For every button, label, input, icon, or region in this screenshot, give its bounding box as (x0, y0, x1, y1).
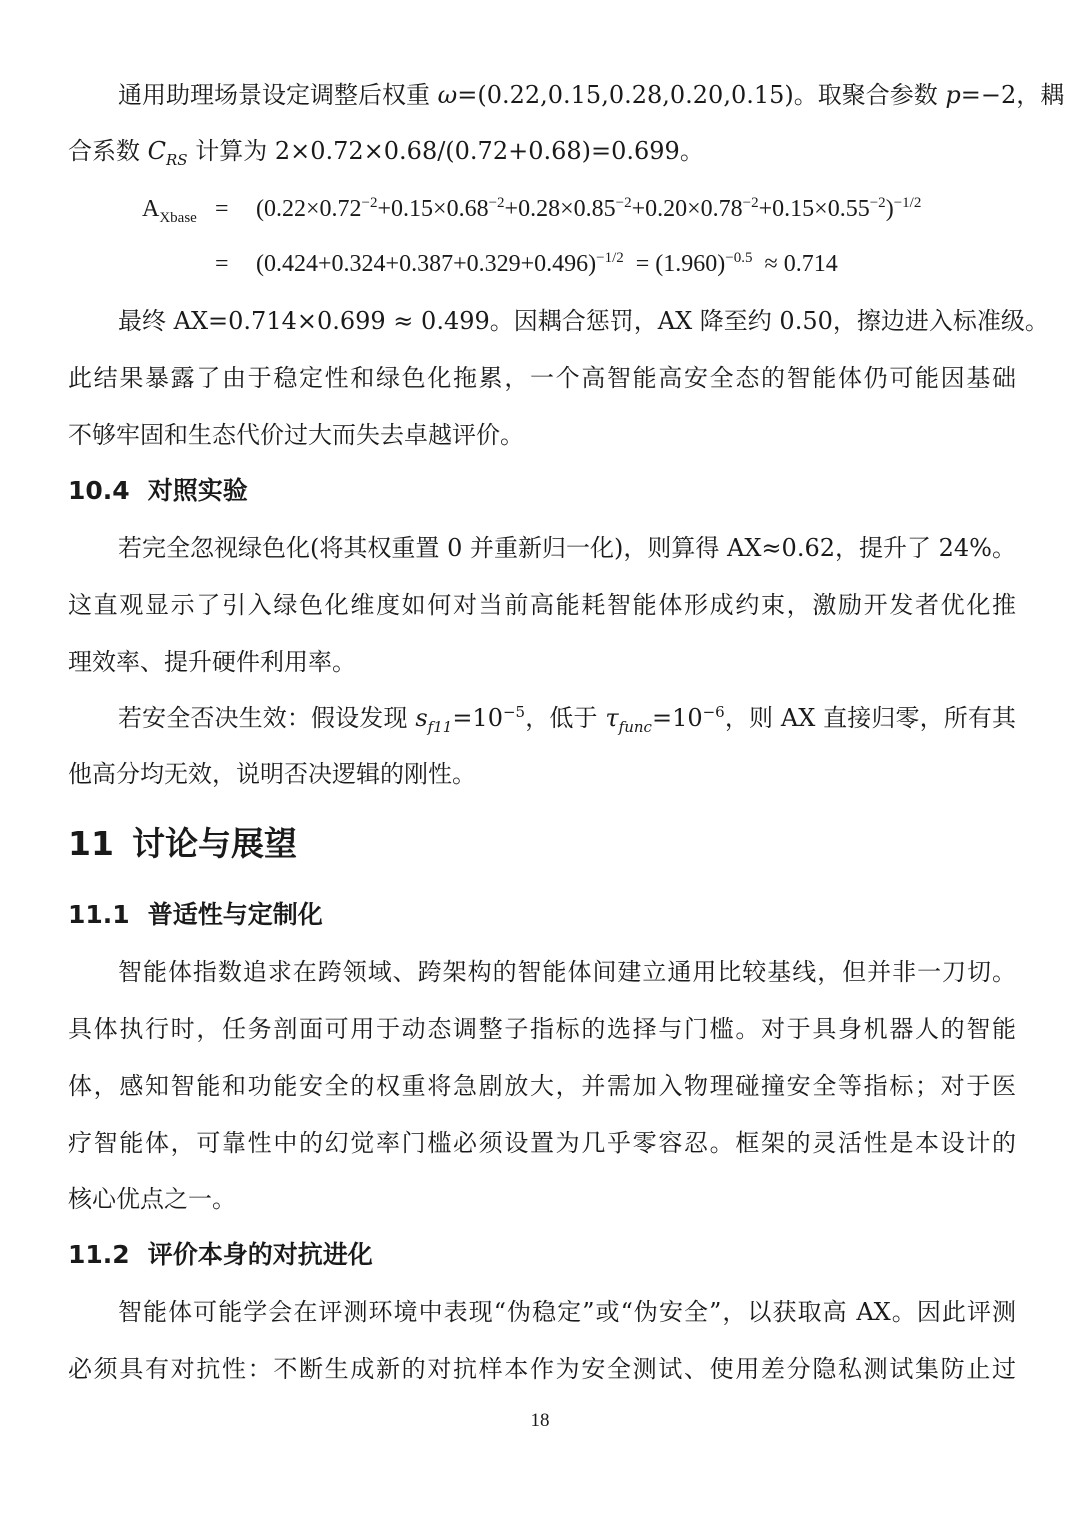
equation-row-2: $(0.424+0.324+0.387+0.329+0.496)^{-1/2} = (1.960)^{-0.5} \approx 0.714$ (256, 250, 838, 277)
paragraph-5-line-1: 智能体指数追求在跨领域、跨架构的智能体间建立通用比较基线，但并非一刀切。 (118, 958, 1016, 986)
paragraph-5-line-5: 核心优点之一。 (68, 1185, 236, 1213)
chapter-heading-11: 11 讨论与展望 (68, 824, 297, 863)
section-heading-10-4: 10.4 对照实验 (68, 476, 248, 505)
equation-row-1: $(0.22\times 0.72^{-2}+0.15\times 0.68^{-2}+0.28\times 0.85^{-2}+0.20\times 0.78^{-2}+0.15\times 0.55^{-2})^{-1/2}$ (256, 195, 922, 222)
equation-lhs: $A_{Xbase}$ (142, 196, 197, 226)
paragraph-3-line-2: 这直观显示了引入绿色化维度如何对当前高能耗智能体形成约束，激励开发者优化推 (68, 591, 1016, 619)
paragraph-2-line-3: 不够牢固和生态代价过大而失去卓越评价。 (68, 421, 524, 449)
paragraph-1-line-2: 合系数 $C_{RS}$ 计算为 2×0.72×0.68/(0.72+0.68)=0.699。 (68, 137, 704, 169)
section-heading-11-2: 11.2 评价本身的对抗进化 (68, 1240, 373, 1269)
paragraph-6-line-2: 必须具有对抗性：不断生成新的对抗样本作为安全测试、使用差分隐私测试集防止过 (68, 1355, 1016, 1383)
paragraph-2-line-1: 最终 AX=0.714×0.699 ≈ 0.499。因耦合惩罚，AX 降至约 0.50，擦边进入标准级。 (118, 307, 1049, 335)
paragraph-5-line-2: 具体执行时，任务剖面可用于动态调整子指标的选择与门槛。对于具身机器人的智能 (68, 1015, 1016, 1043)
paragraph-4-line-2: 他高分均无效，说明否决逻辑的刚性。 (68, 760, 476, 788)
equation-equals-2: = (215, 251, 229, 277)
paragraph-1-line-1: 通用助理场景设定调整后权重 ω=(0.22,0.15,0.28,0.20,0.15)。取聚合参数 p=−2，耦 (118, 81, 1065, 109)
section-heading-11-1: 11.1 普适性与定制化 (68, 900, 323, 929)
page-number: 18 (530, 1410, 550, 1431)
paragraph-5-line-4: 疗智能体，可靠性中的幻觉率门槛必须设置为几乎零容忍。框架的灵活性是本设计的 (68, 1129, 1016, 1157)
paragraph-2-line-2: 此结果暴露了由于稳定性和绿色化拖累，一个高智能高安全态的智能体仍可能因基础 (68, 364, 1016, 392)
paragraph-5-line-3: 体，感知智能和功能安全的权重将急剧放大，并需加入物理碰撞安全等指标；对于医 (68, 1072, 1016, 1100)
paragraph-3-line-3: 理效率、提升硬件利用率。 (68, 648, 356, 676)
equation-equals-1: = (215, 196, 229, 222)
paragraph-6-line-1: 智能体可能学会在评测环境中表现“伪稳定”或“伪安全”，以获取高 AX。因此评测 (118, 1298, 1016, 1326)
paragraph-3-line-1: 若完全忽视绿色化(将其权重置 0 并重新归一化)，则算得 AX≈0.62，提升了 24%。 (118, 534, 1016, 562)
paragraph-4-line-1: 若安全否决生效：假设发现 $s_{f11}=10^{-5}$，低于 $\tau_{func}=10^{-6}$，则 AX 直接归零，所有其 (118, 703, 1016, 736)
